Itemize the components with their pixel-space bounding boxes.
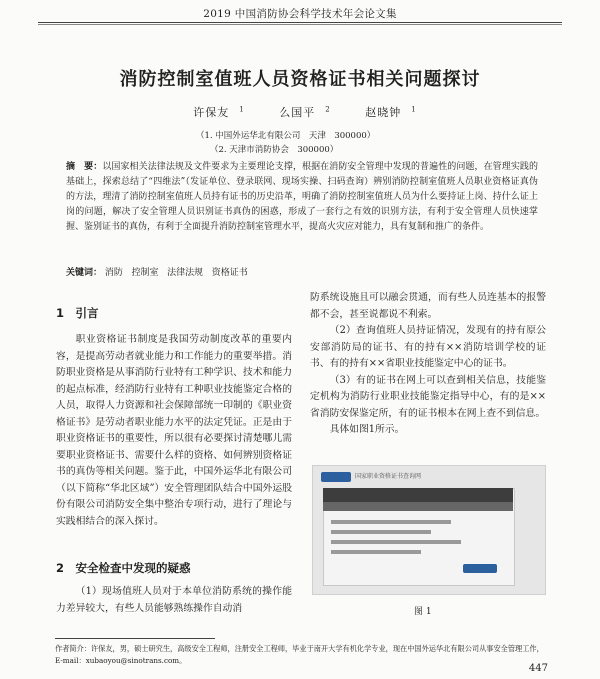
affiliation-2: （2. 天津市消防协会 300000） <box>210 145 339 155</box>
result-row <box>331 550 421 554</box>
author: 赵晓钟 $^1$ <box>365 105 417 119</box>
figure-1-caption: 图 1 <box>414 607 432 617</box>
author: 么国平 $^2$ <box>279 105 331 119</box>
header-rule <box>38 22 562 23</box>
abstract <box>66 160 538 235</box>
query-button <box>463 564 497 573</box>
panel-subtitle-bar <box>323 502 513 511</box>
header-rule-thin <box>38 24 562 25</box>
site-logo-icon <box>321 472 351 482</box>
result-row <box>331 540 461 544</box>
keywords <box>66 265 248 278</box>
paragraph-2: （2）查询值班人员持证情况，发现有的持有原公安部消防局的证书、有的持有××消防培训学校的证书、有的持有××省职业技能鉴定中心的证书。 <box>310 325 546 369</box>
section-2-body <box>56 584 292 617</box>
keyword: 控制室 <box>131 268 159 278</box>
result-row <box>331 520 451 524</box>
author: 许保友 $^1$ <box>193 105 245 119</box>
result-row <box>331 530 431 534</box>
section-1-paragraph: 职业资格证书制度是我国劳动制度改革的重要内容，是提高劳动者就业能力和工作能力的重要举措。消防职业资格是从事消防行业特有工种学识、技术和能力的起点标准，经消防行业特有工种职业技能鉴定合格的人员，取得人力资源和社会保障部统一印制的《职业资格证书》是劳动者职业能力水平的法定凭证。正是由于职业资格证书的重要性，所以很有必要探讨清楚哪儿需要职业资格证书、需要什么样的资格、如何辨别资格证书的真伪等相关问题。鉴于此，中国外运华北有限公司（以下简称“华北区域”）安全管理团队结合中国外运股份有限公司消防安全集中整治专项行动，进行了理论与实践相结合的深入探讨。 <box>56 334 292 527</box>
right-column-body <box>310 290 546 439</box>
abstract-text: 以国家相关法律法规及文件要求为主要理论支撑，根据在消防安全管理中发现的普遍性的问题，在管理实践的基础上，探索总结了“四维法”（发证单位、登录联网、现场实操、扫码查询）辨别消防控制室值班人员职业资格证真伪的方法，理清了消防控制室值班人员持有证书的历史沿革，明确了消防控制室值班人员为什么要持证上岗、持什么证上岗的问题，解决了安全管理人员识别证书真伪的困惑，形成了一套行之有效的识别方法，有利于安全管理人员快速掌握、鉴别证书的真伪，有利于全面提升消防控制室管理水平，提高火灾应对能力，具有复制和推广的条件。 <box>66 162 538 232</box>
page-number: 447 <box>528 663 548 674</box>
keywords-label: 关键词： <box>66 268 103 278</box>
author-footnote: 作者简介：许保友，男，硕士研究生，高级安全工程师，注册安全工程师，毕业于南开大学有机化学专业，现在中国外运华北有限公司从事安全管理工作，E-mail：xubaoyou@sinotrans.com。 <box>55 644 544 665</box>
paragraph-4: 具体如图1所示。 <box>329 424 405 435</box>
panel-title-bar <box>323 488 513 502</box>
author-list <box>0 104 600 120</box>
section-2-paragraph: （1）现场值班人员对于本单位消防系统的操作能力差异较大，有些人员能够熟练操作自动消 <box>56 586 292 614</box>
section-1-heading: 1 引言 <box>56 306 99 320</box>
affiliation-1: （1. 中国外运华北有限公司 天津 300000） <box>196 131 376 141</box>
site-logo-text: 国家职业资格证书查询网 <box>355 473 422 480</box>
section-1-body <box>56 332 292 530</box>
continued-paragraph: 防系统设施且可以融会贯通，而有些人员连基本的报警都不会，甚至说都说不利索。 <box>310 292 546 320</box>
paragraph-3: （3）有的证书在网上可以查到相关信息，技能鉴定机构为消防行业职业技能鉴定指导中心，有的是××省消防安保鉴定所，有的证书根本在网上查不到信息。 <box>310 374 546 419</box>
abstract-label: 摘 要： <box>66 162 103 172</box>
running-header: 2019 中国消防协会科学技术年会论文集 <box>203 8 397 20</box>
keyword: 资格证书 <box>211 268 248 278</box>
paper-title: 消防控制室值班人员资格证书相关问题探讨 <box>119 69 481 90</box>
keyword: 消防 <box>104 268 123 278</box>
footnote-rule <box>55 638 215 639</box>
keyword: 法律法规 <box>167 268 204 278</box>
section-2-heading: 2 安全检查中发现的疑惑 <box>56 561 191 575</box>
figure-1-screenshot <box>312 465 546 595</box>
